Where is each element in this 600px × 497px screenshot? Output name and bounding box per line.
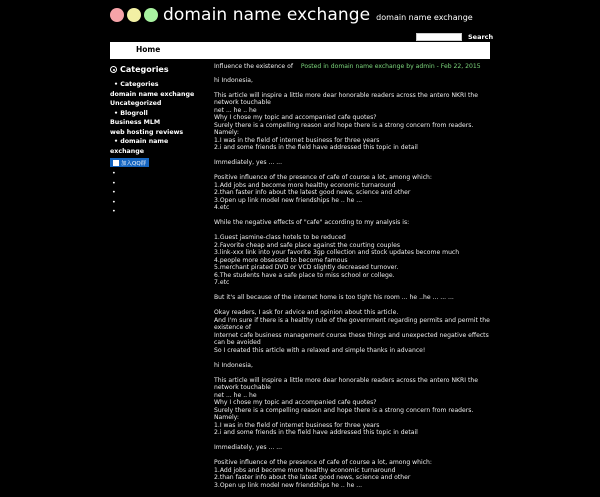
search-form xyxy=(416,33,493,41)
post-line: 1.I was in the field of internet business for three years xyxy=(214,136,380,144)
qq-group-label: 加入QQ群 xyxy=(121,160,147,167)
sidebar-item-domain-name-exchange[interactable]: domain name exchange xyxy=(110,90,195,98)
post-paragraph xyxy=(214,309,490,354)
site-tagline: domain name exchange xyxy=(376,12,473,22)
post-line: Namely: xyxy=(214,129,239,136)
search-input[interactable] xyxy=(416,33,462,41)
nav-bar xyxy=(110,42,490,59)
sidebar-link-item[interactable]: • xyxy=(110,179,116,187)
post-line: Surely there is a compelling reason and hope there is a strong concern from readers. xyxy=(214,121,474,129)
nav-home-link[interactable]: Home xyxy=(136,45,161,54)
post-paragraph xyxy=(214,92,490,152)
sidebar-link-item[interactable]: • xyxy=(110,189,116,196)
post-paragraph xyxy=(214,377,490,437)
post-line: 4.etc xyxy=(214,204,230,211)
post-line: 2.than faster info about the latest good news, science and other xyxy=(214,189,411,196)
post-body xyxy=(214,77,490,490)
post-line: 1.Guest jasmine-class hotels to be reduced xyxy=(214,234,346,241)
post-line: hi Indonesia, xyxy=(214,76,253,84)
circle-icon-green xyxy=(144,8,158,22)
post-paragraph xyxy=(214,174,490,212)
post-line: net ... he .. he xyxy=(214,106,257,114)
post-line: 6.The students have a safe place to miss school or college. xyxy=(214,271,395,279)
post-line: 2.Favorite cheap and safe place against the courting couples xyxy=(214,241,401,249)
site-title[interactable]: domain name exchange xyxy=(163,5,371,25)
categories-heading xyxy=(110,65,205,74)
post-paragraph xyxy=(214,219,490,227)
post-line: net ... he .. he xyxy=(214,391,257,399)
sidebar-item-business-mlm[interactable]: Business MLM xyxy=(110,119,161,126)
post-line: 4.people more obsessed to become famous xyxy=(214,256,348,264)
post-line: But it's all because of the internet home is too tight his room ... he ..he ... ... ... xyxy=(214,294,454,301)
sidebar-item-blogroll: • Blogroll xyxy=(114,109,148,117)
circle-icon-pink xyxy=(110,8,124,22)
circle-icon-yellow xyxy=(127,8,141,22)
post-paragraph xyxy=(214,444,490,452)
post-line: 2.i and some friends in the field have addressed this topic in detail xyxy=(214,429,418,436)
sidebar-list xyxy=(110,80,205,156)
sidebar-item-domain-name[interactable]: • domain name xyxy=(114,138,169,145)
post-line: Positive influence of the presence of cafe of course a lot, among which: xyxy=(214,174,432,181)
sidebar-item-categories: • Categories xyxy=(114,81,159,88)
post-line: And I'm sure if there is a healthy rule of the government regarding permits and permit the existence of xyxy=(214,316,490,331)
post-line: 2.than faster info about the latest good news, science and other xyxy=(214,474,411,481)
site-header xyxy=(110,4,473,26)
sidebar-item-uncategorized[interactable]: Uncategorized xyxy=(110,100,162,107)
post-line: Internet cafe business management course these things and unexpected negative effects can be avoided xyxy=(214,331,489,346)
search-button[interactable]: Search xyxy=(468,33,494,41)
sidebar-link-item[interactable]: • xyxy=(110,170,116,177)
post-line: Why I chose my topic and accompanied cafe quotes? xyxy=(214,114,377,121)
post-line: 1.Add jobs and become more healthy economic turnaround xyxy=(214,181,396,189)
post-line: 3.Open up link model new friendships he .. he ... xyxy=(214,481,363,489)
post-paragraph xyxy=(214,362,490,370)
post-title[interactable]: Influence the existence of xyxy=(214,63,293,70)
post-paragraph xyxy=(214,234,490,287)
post-line: Namely: xyxy=(214,414,239,421)
qq-icon xyxy=(113,160,119,166)
post-line: 1.I was in the field of internet business for three years xyxy=(214,421,380,429)
post-paragraph xyxy=(214,77,490,85)
sidebar-link-item[interactable]: • xyxy=(110,208,116,215)
post-line: Okay readers, I ask for advice and opinion about this article. xyxy=(214,309,399,316)
bullet-circle-icon xyxy=(110,66,117,73)
sidebar-link-dots xyxy=(110,169,205,217)
post-line: This article will inspire a little more dear honorable readers across the antero NKRI the network touchable xyxy=(214,376,478,391)
post-paragraph xyxy=(214,459,490,489)
sidebar-item-web-hosting-reviews[interactable]: web hosting reviews xyxy=(110,128,184,136)
post-line: 2.i and some friends in the field have addressed this topic in detail xyxy=(214,144,418,151)
sidebar-link-item[interactable]: • xyxy=(110,198,116,206)
post-line: 3.Open up link model new friendships he .. he ... xyxy=(214,196,363,204)
post-line: 7.etc xyxy=(214,279,230,286)
post-line: hi Indonesia, xyxy=(214,361,253,369)
post-line: So I created this article with a relaxed and simple thanks in advance! xyxy=(214,346,426,354)
post-line: Positive influence of the presence of cafe of course a lot, among which: xyxy=(214,459,432,466)
post-line: Why I chose my topic and accompanied cafe quotes? xyxy=(214,399,377,406)
post-line: While the negative effects of "cafe" according to my analysis is: xyxy=(214,219,410,226)
post-line: Immediately, yes ... ... xyxy=(214,159,283,166)
post-line: Immediately, yes ... ... xyxy=(214,444,283,451)
categories-title: Categories xyxy=(120,65,169,74)
post-line: 5.merchant pirated DVD or VCD slightly decreased turnover. xyxy=(214,264,399,271)
qq-group-button[interactable] xyxy=(110,158,149,167)
post-line: 1.Add jobs and become more healthy economic turnaround xyxy=(214,466,396,474)
sidebar-item-exchange[interactable]: exchange xyxy=(110,147,145,155)
post-line: This article will inspire a little more dear honorable readers across the antero NKRI the network touchable xyxy=(214,91,478,106)
post-paragraph xyxy=(214,159,490,167)
sidebar xyxy=(110,65,205,217)
post-line: 3.link-xxx link into your favorite 3gp collection and stock updates become much xyxy=(214,249,460,256)
post-content xyxy=(214,63,490,497)
post-meta[interactable]: Posted in domain name exchange by admin - Feb 22, 2015 xyxy=(300,63,481,70)
post-header xyxy=(214,63,490,71)
post-line: Surely there is a compelling reason and hope there is a strong concern from readers. xyxy=(214,406,474,414)
post-paragraph xyxy=(214,294,490,302)
